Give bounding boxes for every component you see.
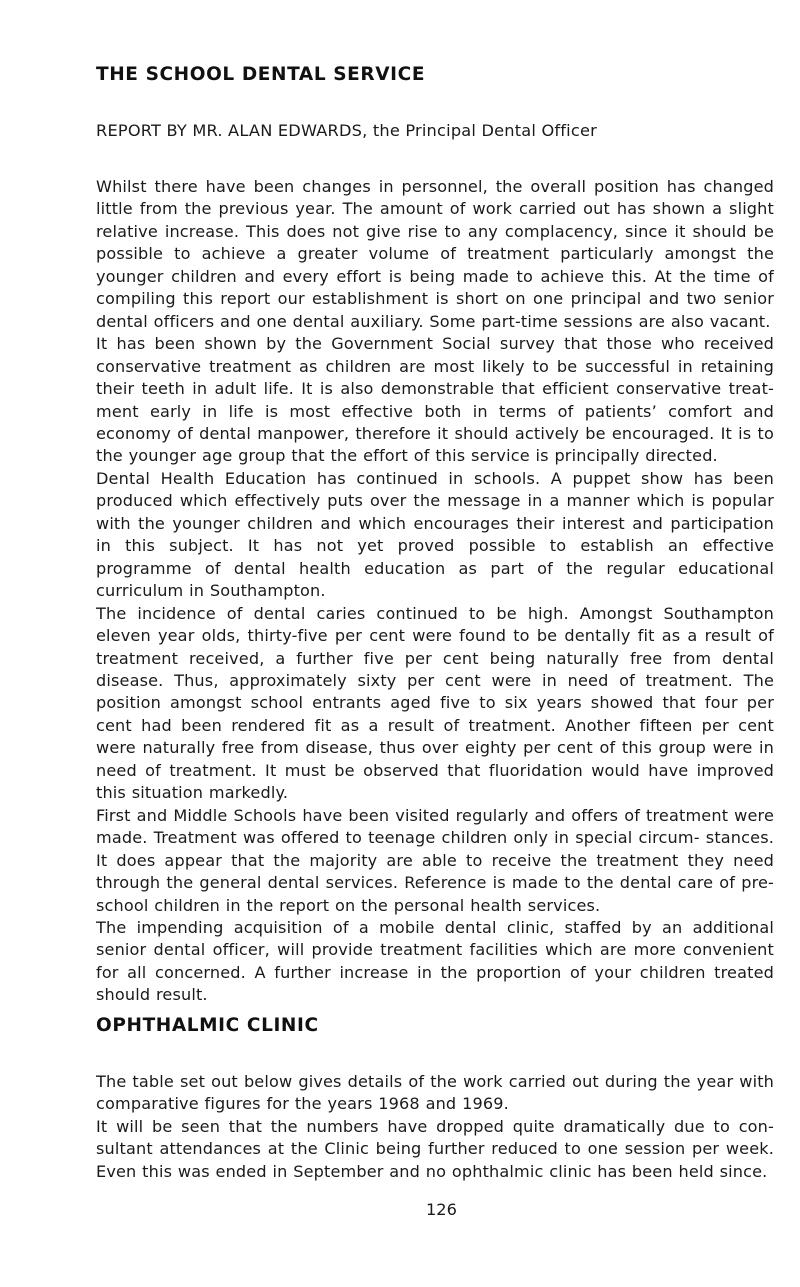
paragraph: First and Middle Schools have been visited regularly and offers of treatment were made. Treatment was offered to teenage children only in special circum- stances. It does appear that the majority are able to receive the treatment they need through the general dental services. Reference is made to the dental care of pre-school children in the report on the personal health services. — [96, 805, 774, 915]
report-byline: REPORT BY MR. ALAN EDWARDS, the Principal Dental Officer — [96, 121, 597, 140]
section-heading-dental: THE SCHOOL DENTAL SERVICE — [96, 64, 426, 85]
paragraph: The impending acquisition of a mobile dental clinic, staffed by an additional senior dental officer, will provide treatment facilities which are more convenient for all concerned. A further increase in the proportion of your children treated should result. — [96, 917, 774, 1005]
paragraph: It will be seen that the numbers have dropped quite dramatically due to con- sultant attendances at the Clinic being further reduced to one session per week. Even this was ended in September and no ophthalmic clinic has been held since. — [96, 1116, 774, 1181]
paragraph: The table set out below gives details of the work carried out during the year with comparative figures for the years 1968 and 1969. — [96, 1072, 774, 1114]
section-heading-ophthalmic: OPHTHALMIC CLINIC — [96, 1015, 319, 1036]
paragraph: The incidence of dental caries continued to be high. Amongst Southampton eleven year olds, thirty-five per cent were found to be dentally fit as a result of treatment received, a further five per cent being naturally free from dental disease. Thus, approximately sixty per cent were in need of treatment. The position amongst school entrants aged five to six years showed that four per cent had been rendered fit as a result of treatment. Another fifteen per cent were naturally free from disease, thus over eighty per cent of this group were in need of treatment. It must be observed that fluoridation would have improved this situation markedly. — [96, 603, 774, 803]
dental-report-body — [96, 176, 774, 1007]
paragraph: Whilst there have been changes in personnel, the overall position has changed little from the previous year. The amount of work carried out has shown a slight relative increase. This does not give rise to any complacency, since it should be possible to achieve a greater volume of treatment particularly amongst the younger children and every effort is being made to achieve this. At the time of compiling this report our establishment is short on one principal and two senior dental officers and one dental auxiliary. Some part-time sessions are also vacant. — [96, 177, 774, 331]
paragraph: It has been shown by the Government Social survey that those who received conservative treatment as children are most likely to be successful in retaining their teeth in adult life. It is also demonstrable that efficient conservative treat- ment early in life is most effective both in terms of patients’ comfort and economy of dental manpower, therefore it should actively be encouraged. It is to the younger age group that the effort of this service is principally directed. — [96, 334, 774, 466]
page-number: 126 — [426, 1200, 457, 1219]
paragraph: Dental Health Education has continued in schools. A puppet show has been produced which effectively puts over the message in a manner which is popular with the younger children and which encourages their interest and participation in this subject. It has not yet proved possible to establish an effective programme of dental health education as part of the regular educational curriculum in Southampton. — [96, 468, 774, 601]
ophthalmic-body — [96, 1071, 774, 1183]
